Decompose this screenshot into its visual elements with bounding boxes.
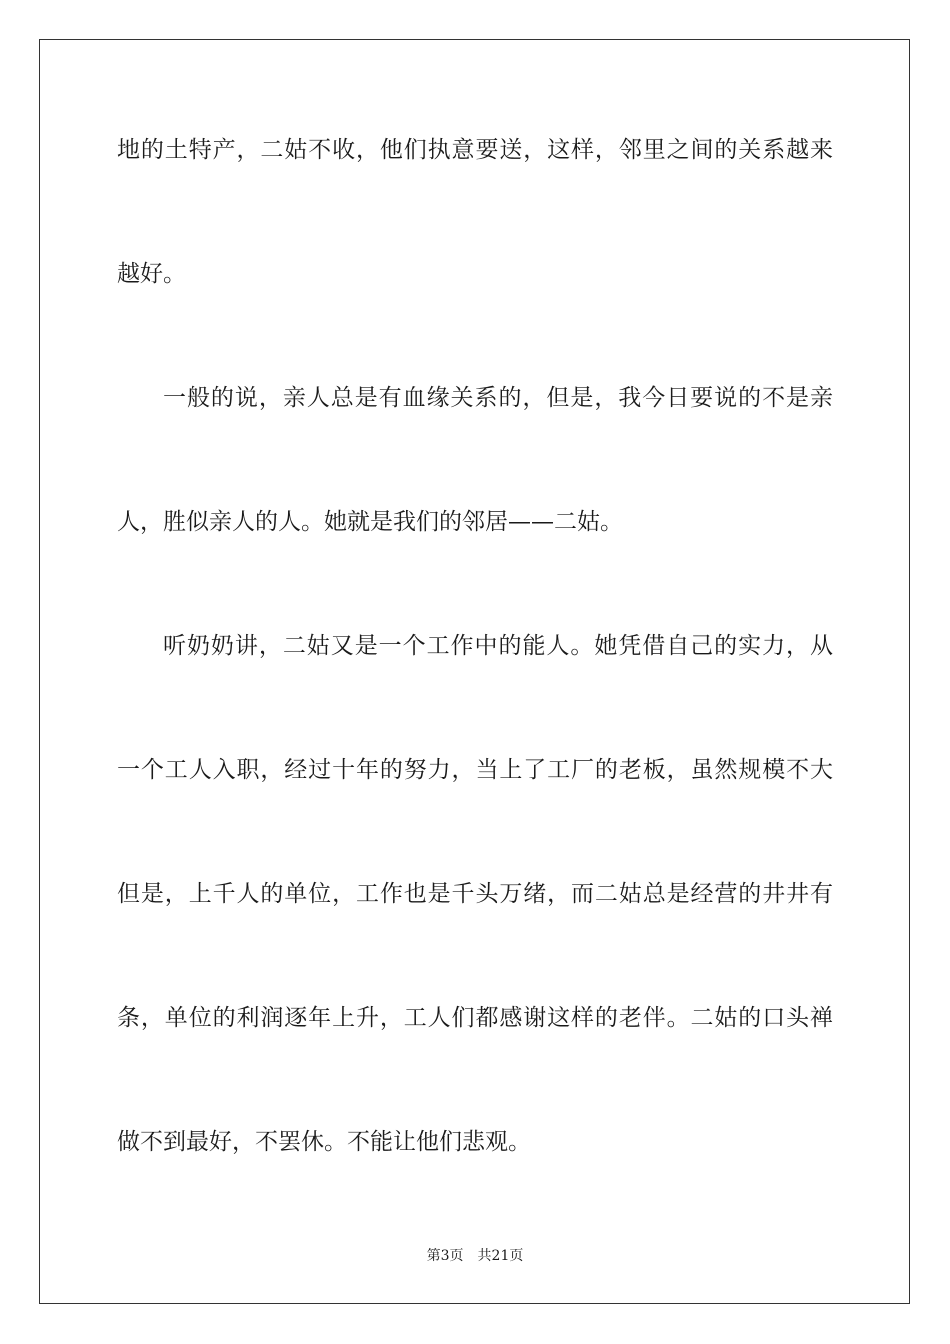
text-line: 做不到最好，不罢休。不能让他们悲观。 xyxy=(117,1129,531,1155)
page-frame xyxy=(39,39,910,1304)
paragraph-start-line: 一般的说，亲人总是有血缘关系的，但是，我今日要说的不是亲 xyxy=(163,385,833,411)
page-number: 第3页 xyxy=(426,1248,464,1264)
text-line: 但是，上千人的单位，工作也是千头万绪，而二姑总是经营的井井有 xyxy=(117,881,833,907)
paragraph-start-line: 听奶奶讲，二姑又是一个工作中的能人。她凭借自己的实力，从 xyxy=(163,633,833,659)
text-line: 地的土特产，二姑不收，他们执意要送，这样，邻里之间的关系越来 xyxy=(117,137,833,163)
text-line: 一个工人入职，经过十年的努力，当上了工厂的老板，虽然规模不大 xyxy=(117,757,833,783)
text-line: 条，单位的利润逐年上升，工人们都感谢这样的老伴。二姑的口头禅 xyxy=(117,1005,833,1031)
text-line: 越好。 xyxy=(117,261,186,287)
page-footer xyxy=(0,1247,950,1265)
total-pages: 共21页 xyxy=(477,1248,524,1264)
text-line: 人，胜似亲人的人。她就是我们的邻居——二姑。 xyxy=(117,509,623,535)
